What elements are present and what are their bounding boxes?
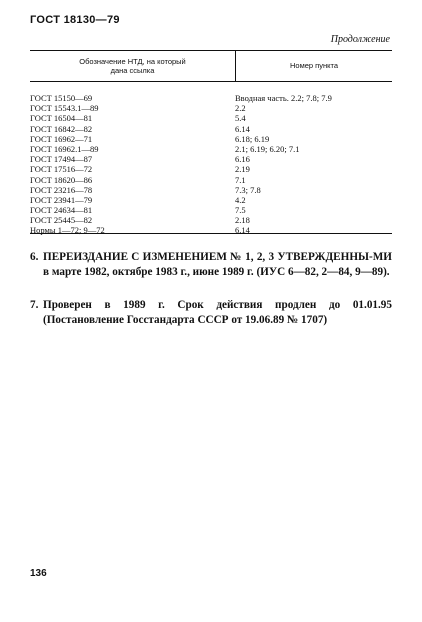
- table-row: [30, 134, 392, 144]
- cell-clause: 6.14: [235, 123, 250, 134]
- note-review: [30, 298, 392, 328]
- cell-document: ГОСТ 15150—69: [30, 93, 93, 103]
- column-header-document: [30, 57, 235, 75]
- cell-clause: 6.18; 6.19: [235, 133, 270, 144]
- cell-document: Нормы 1—72; 9—72: [30, 225, 105, 236]
- cell-document: ГОСТ 17494—87: [30, 154, 93, 165]
- cell-document: ГОСТ 15543.1—89: [30, 103, 99, 114]
- cell-document: ГОСТ 24634—81: [30, 205, 93, 216]
- table-row: [30, 124, 392, 134]
- document-code: ГОСТ 18130—79: [30, 14, 120, 26]
- cell-clause: 7.1: [235, 174, 246, 185]
- table-row: [30, 154, 392, 164]
- cell-document: ГОСТ 17516—72: [30, 164, 93, 175]
- table-header-divider: [30, 81, 392, 82]
- cell-document: ГОСТ 16842—82: [30, 123, 93, 134]
- cell-document: ГОСТ 16962—71: [30, 133, 93, 144]
- column-header-document-line1: Обозначение НТД, на который: [79, 57, 186, 66]
- note-text: Проверен в 1989 г. Срок действия продлен до 01.01.95 (Постановление Госстандарта СССР от 19.06.89 № 1707): [43, 299, 392, 326]
- column-header-document-line2: дана ссылка: [110, 66, 155, 75]
- table-row: [30, 164, 392, 174]
- cell-clause: 4.2: [235, 194, 246, 205]
- table-row: [30, 215, 392, 225]
- cell-document: ГОСТ 18620—86: [30, 174, 93, 185]
- note-reissue: [30, 250, 392, 280]
- table-row: [30, 185, 392, 195]
- table-row: [30, 144, 392, 154]
- cell-clause: 7.5: [235, 205, 246, 216]
- cell-clause: 2.19: [235, 164, 250, 175]
- reference-table: [30, 50, 392, 234]
- cell-clause: 5.4: [235, 113, 246, 124]
- note-number: 6.: [30, 251, 39, 263]
- table-row: [30, 113, 392, 123]
- table-row: [30, 225, 392, 235]
- page-number: 136: [30, 568, 47, 579]
- table-row: [30, 195, 392, 205]
- cell-clause: 2.1; 6.19; 6.20; 7.1: [235, 143, 300, 154]
- cell-document: ГОСТ 25445—82: [30, 215, 93, 226]
- cell-document: ГОСТ 16962.1—89: [30, 143, 99, 154]
- cell-clause: 6.14: [235, 225, 250, 236]
- table-row: [30, 205, 392, 215]
- table-body: [30, 93, 392, 236]
- note-number: 7.: [30, 299, 39, 311]
- cell-clause: 2.2: [235, 103, 246, 114]
- cell-clause: 2.18: [235, 215, 250, 226]
- cell-document: ГОСТ 23941—79: [30, 194, 93, 205]
- note-text: ПЕРЕИЗДАНИЕ С ИЗМЕНЕНИЕМ № 1, 2, 3 УТВЕРЖДЕННЫ-МИ в марте 1982, октябре 1983 г., июне 1989 г. (ИУС 6—82, 2—84, 9—89).: [43, 251, 392, 278]
- table-row: [30, 103, 392, 113]
- cell-document: ГОСТ 23216—78: [30, 184, 93, 195]
- column-header-clause: Номер пункта: [289, 61, 338, 70]
- table-row: [30, 93, 392, 103]
- cell-clause: Вводная часть. 2.2; 7.8; 7.9: [235, 93, 332, 103]
- cell-clause: 6.16: [235, 154, 250, 165]
- cell-document: ГОСТ 16504—81: [30, 113, 93, 124]
- cell-clause: 7.3; 7.8: [235, 184, 261, 195]
- continuation-label: Продолжение: [330, 34, 390, 45]
- table-row: [30, 175, 392, 185]
